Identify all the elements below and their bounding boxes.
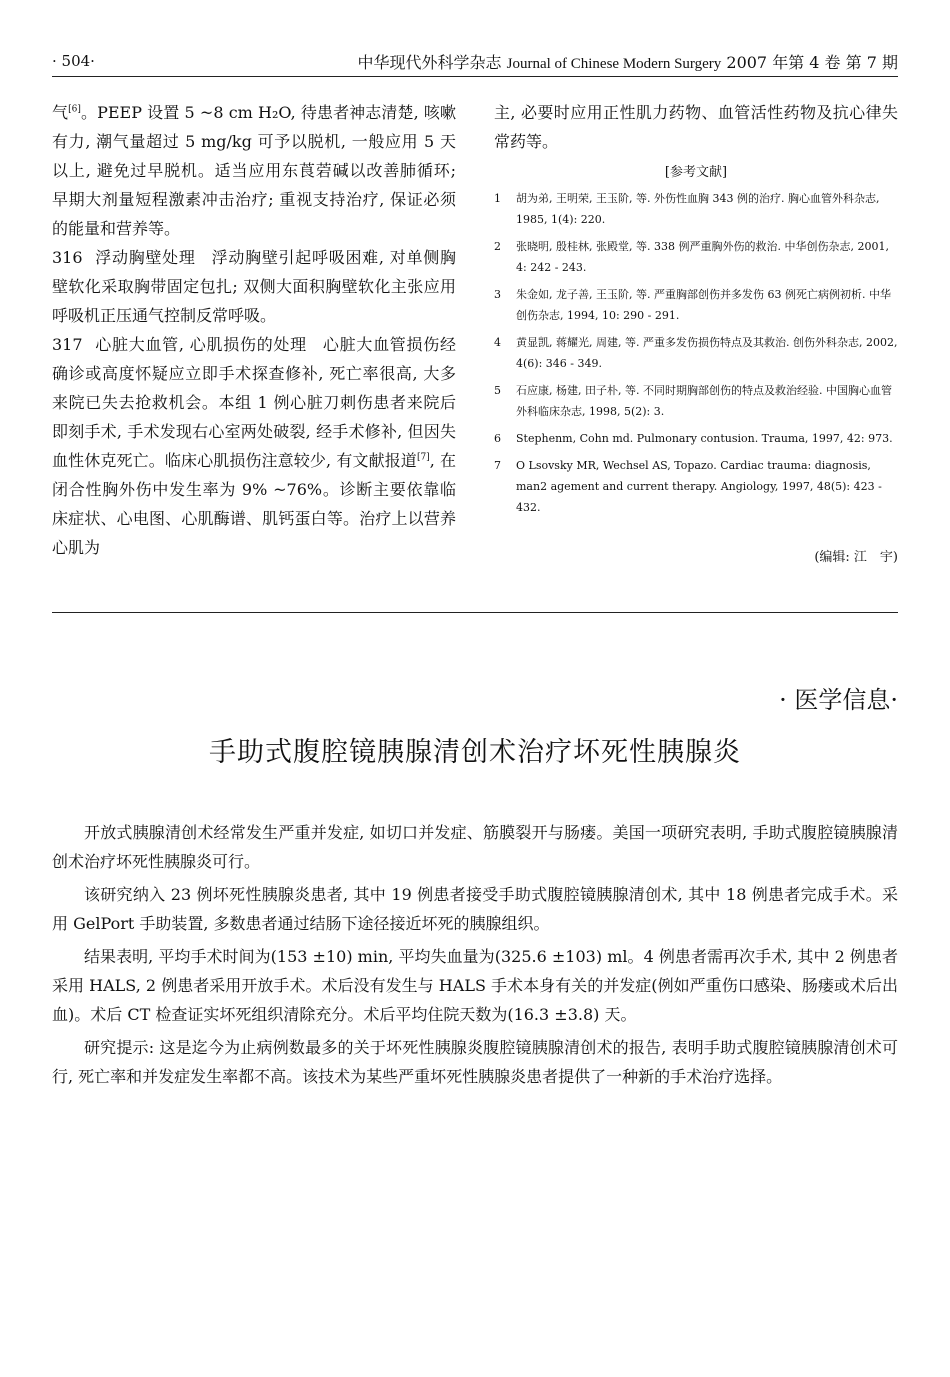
- section-316: [52, 243, 456, 330]
- section-title: 心脏大血管, 心肌损伤的处理: [94, 335, 307, 354]
- journal-issue: 2007 年第 4 卷 第 7 期: [726, 53, 898, 72]
- journal-title: [358, 50, 899, 73]
- section-text: 心脏大血管损伤经确诊或高度怀疑应立即手术探查修补, 死亡率很高, 大多来院已失去抢救机会。本组 1 例心脏刀刺伤患者来院后即刻手术, 手术发现右心室两处破裂, 经手术修补, 但因失血性休克死亡。临床心肌损伤注意较少, 有文献报道: [52, 335, 456, 470]
- article-paragraph: 该研究纳入 23 例坏死性胰腺炎患者, 其中 19 例患者接受手助式腹腔镜胰腺清创术, 其中 18 例患者完成手术。采用 GelPort 手助装置, 多数患者通过结肠下途径接近坏死的胰腺组织。: [52, 885, 898, 933]
- citation-6: [6]: [68, 104, 81, 115]
- reference-text: 朱金如, 龙子善, 王玉阶, 等. 严重胸部创伤并多发伤 63 例死亡病例初析. 中华创伤杂志, 1994, 10: 290 - 291.: [516, 288, 891, 322]
- citation-7: [7]: [416, 452, 430, 463]
- reference-number: 3: [494, 288, 501, 301]
- journal-name-en: Journal of Chinese Modern Surgery: [506, 56, 722, 72]
- page-header: [52, 50, 898, 76]
- reference-text: 胡为弟, 王明荣, 王玉阶, 等. 外伤性血胸 343 例的治疗. 胸心血管外科杂志, 1985, 1(4): 220.: [516, 192, 880, 226]
- reference-number: 7: [494, 459, 501, 472]
- reference-number: 4: [494, 336, 501, 349]
- article-paragraph: 开放式胰腺清创术经常发生严重并发症, 如切口并发症、筋膜裂开与肠瘘。美国一项研究表明, 手助式腹腔镜胰腺清创术治疗坏死性胰腺炎可行。: [52, 823, 898, 871]
- reference-text: 黄显凯, 蒋耀光, 周建, 等. 严重多发伤损伤特点及其救治. 创伤外科杂志, 2002, 4(6): 346 - 349.: [516, 336, 898, 370]
- right-column: [494, 98, 898, 524]
- text-run: 气: [52, 103, 69, 122]
- reference-number: 6: [494, 432, 501, 445]
- reference-item: [494, 428, 898, 449]
- reference-item: [494, 380, 898, 422]
- journal-name-cn: 中华现代外科学杂志: [357, 53, 502, 72]
- reference-text: Stephenm, Cohn md. Pulmonary contusion. Trauma, 1997, 42: 973.: [516, 432, 893, 445]
- reference-item: [494, 188, 898, 230]
- section-number: 317: [52, 335, 83, 354]
- reference-number: 5: [494, 384, 501, 397]
- text-run: 。PEEP 设置 5 ~8 cm H₂O, 待患者神志清楚, 咳嗽有力, 潮气量超过 5 mg/kg 可予以脱机, 一般应用 5 天以上, 避免过早脱机。适当应用东莨菪碱以改善肺循环; 早期大剂量短程激素冲击治疗; 重视支持治疗, 保证必须的能量和营养等。: [52, 103, 456, 238]
- reference-text: O Lsovsky MR, Wechsel AS, Topazo. Cardiac trauma: diagnosis, man2 agement and current therapy. Angiology, 1997, 48(5): 423 - 432.: [516, 459, 882, 514]
- reference-item: [494, 284, 898, 326]
- article-body: [52, 818, 898, 1095]
- reference-number: 1: [494, 192, 501, 205]
- section-text: 浮动胸壁引起呼吸困难, 对单侧胸壁软化采取胸带固定包扎; 双侧大面积胸壁软化主张应用呼吸机正压通气控制反常呼吸。: [52, 248, 456, 325]
- article-title: 手助式腹腔镜胰腺清创术治疗坏死性胰腺炎: [209, 737, 741, 768]
- left-column: [52, 98, 456, 562]
- editor-credit: (编辑: 江 宇): [814, 550, 898, 565]
- section-divider: [52, 612, 898, 613]
- header-rule: [52, 76, 898, 77]
- section-title: 浮动胸壁处理: [94, 248, 196, 267]
- section-317: [52, 330, 456, 562]
- reference-list: [494, 188, 898, 518]
- reference-item: [494, 332, 898, 374]
- references-heading: [参考文献]: [664, 165, 728, 180]
- section-number: 316: [52, 248, 83, 267]
- reference-item: [494, 236, 898, 278]
- article-paragraph: 研究提示: 这是迄今为止病例数最多的关于坏死性胰腺炎腹腔镜胰腺清创术的报告, 表明手助式腹腔镜胰腺清创术可行, 死亡率和并发症发生率都不高。该技术为某些严重坏死性胰腺炎患者提供了一种新的手术治疗选择。: [52, 1038, 898, 1086]
- paragraph-ventilation: [52, 98, 456, 243]
- section-label: · 医学信息·: [779, 686, 898, 714]
- reference-text: 张晓明, 殷桂林, 张殿堂, 等. 338 例严重胸外伤的救治. 中华创伤杂志, 2001, 4: 242 - 243.: [516, 240, 889, 274]
- reference-number: 2: [494, 240, 501, 253]
- article-paragraph: 结果表明, 平均手术时间为(153 ±10) min, 平均失血量为(325.6 ±103) ml。4 例患者需再次手术, 其中 2 例患者采用 HALS, 2 例患者采用开放手术。术后没有发生与 HALS 手术本身有关的并发症(例如严重伤口感染、肠瘘或术后出血)。术后 CT 检查证实坏死组织清除充分。术后平均住院天数为(16.3 ±3.8) 天。: [52, 947, 898, 1024]
- page-number: · 504·: [52, 52, 95, 70]
- paragraph-continuation: 主, 必要时应用正性肌力药物、血管活性药物及抗心律失常药等。: [494, 103, 898, 151]
- section-text: , 在闭合性胸外伤中发生率为 9% ~76%。诊断主要依靠临床症状、心电图、心肌酶谱、肌钙蛋白等。治疗上以营养心肌为: [52, 451, 456, 557]
- reference-text: 石应康, 杨建, 田子朴, 等. 不同时期胸部创伤的特点及救治经验. 中国胸心血管外科临床杂志, 1998, 5(2): 3.: [516, 384, 892, 418]
- reference-item: [494, 455, 898, 518]
